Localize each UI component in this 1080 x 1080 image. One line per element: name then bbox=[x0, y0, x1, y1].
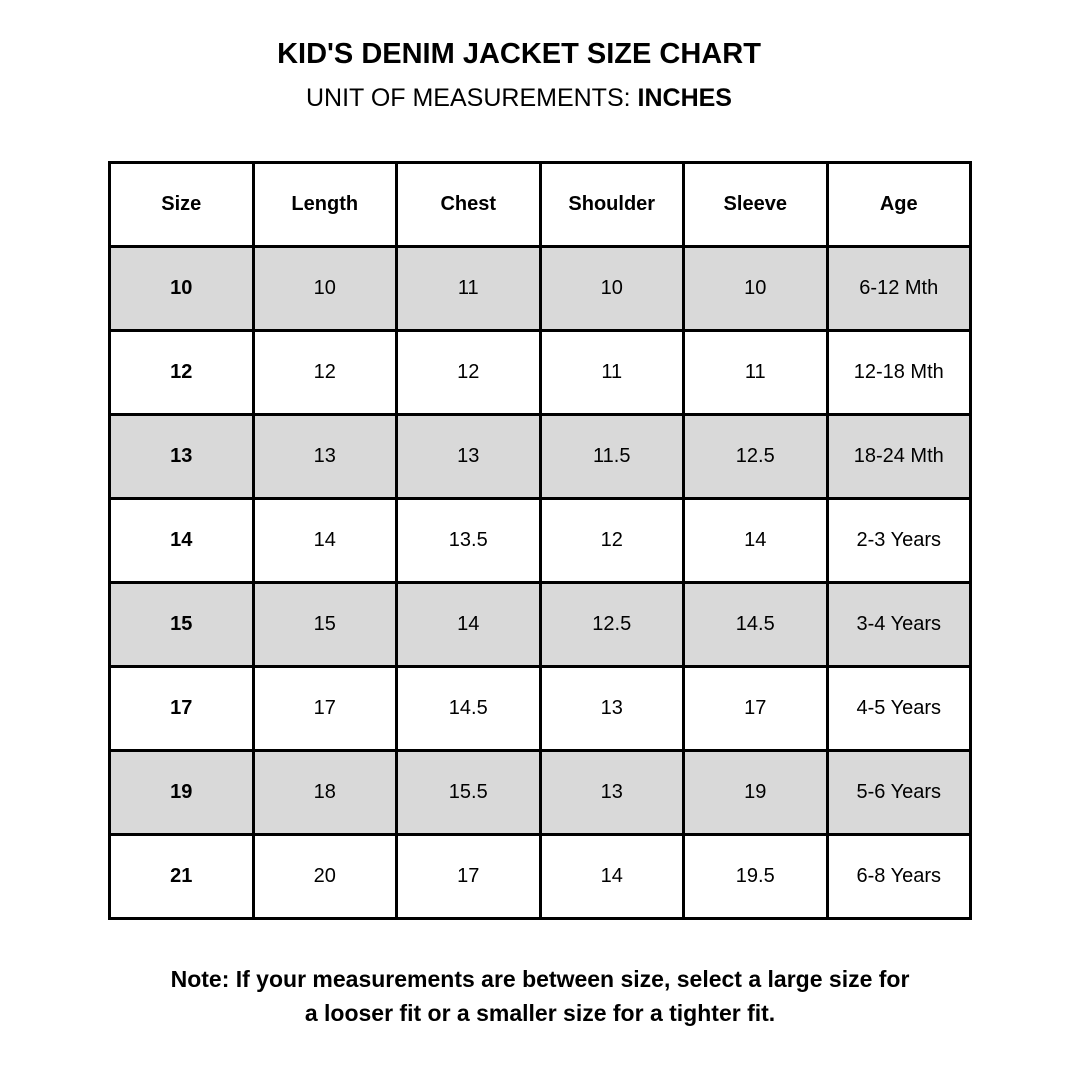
table-row bbox=[110, 415, 971, 499]
column-header-sleeve: Sleeve bbox=[684, 163, 828, 247]
chest-cell: 13 bbox=[397, 415, 541, 499]
unit-value: INCHES bbox=[637, 84, 732, 112]
table-row bbox=[110, 835, 971, 919]
age-cell: 5-6 Years bbox=[827, 751, 971, 835]
chest-cell: 11 bbox=[397, 247, 541, 331]
table-row bbox=[110, 667, 971, 751]
length-cell: 13 bbox=[253, 415, 397, 499]
sleeve-cell: 19 bbox=[684, 751, 828, 835]
sleeve-cell: 12.5 bbox=[684, 415, 828, 499]
unit-label: UNIT OF MEASUREMENTS: bbox=[306, 84, 638, 112]
chest-cell: 15.5 bbox=[397, 751, 541, 835]
size-cell: 12 bbox=[110, 331, 254, 415]
size-cell: 10 bbox=[110, 247, 254, 331]
header-row bbox=[110, 163, 971, 247]
age-cell: 18-24 Mth bbox=[827, 415, 971, 499]
table-row bbox=[110, 331, 971, 415]
column-header-shoulder: Shoulder bbox=[540, 163, 684, 247]
size-cell: 13 bbox=[110, 415, 254, 499]
shoulder-cell: 11.5 bbox=[540, 415, 684, 499]
chest-cell: 17 bbox=[397, 835, 541, 919]
column-header-size: Size bbox=[110, 163, 254, 247]
table-row bbox=[110, 499, 971, 583]
unit-subtitle bbox=[0, 84, 1038, 113]
table-row bbox=[110, 751, 971, 835]
column-header-length: Length bbox=[253, 163, 397, 247]
fit-note-line-2: a looser fit or a smaller size for a tighter fit. bbox=[304, 1000, 776, 1026]
size-table bbox=[108, 161, 972, 920]
fit-note-line-1: Note: If your measurements are between size, select a large size for bbox=[170, 966, 910, 992]
column-header-chest: Chest bbox=[397, 163, 541, 247]
size-cell: 19 bbox=[110, 751, 254, 835]
length-cell: 20 bbox=[253, 835, 397, 919]
size-cell: 15 bbox=[110, 583, 254, 667]
sleeve-cell: 11 bbox=[684, 331, 828, 415]
chest-cell: 14.5 bbox=[397, 667, 541, 751]
size-cell: 17 bbox=[110, 667, 254, 751]
age-cell: 6-12 Mth bbox=[827, 247, 971, 331]
age-cell: 3-4 Years bbox=[827, 583, 971, 667]
shoulder-cell: 12.5 bbox=[540, 583, 684, 667]
age-cell: 2-3 Years bbox=[827, 499, 971, 583]
table-row bbox=[110, 583, 971, 667]
sleeve-cell: 17 bbox=[684, 667, 828, 751]
age-cell: 4-5 Years bbox=[827, 667, 971, 751]
shoulder-cell: 13 bbox=[540, 751, 684, 835]
sleeve-cell: 14.5 bbox=[684, 583, 828, 667]
shoulder-cell: 10 bbox=[540, 247, 684, 331]
length-cell: 15 bbox=[253, 583, 397, 667]
shoulder-cell: 13 bbox=[540, 667, 684, 751]
age-cell: 12-18 Mth bbox=[827, 331, 971, 415]
shoulder-cell: 11 bbox=[540, 331, 684, 415]
fit-note bbox=[0, 962, 1080, 1030]
sleeve-cell: 19.5 bbox=[684, 835, 828, 919]
chest-cell: 13.5 bbox=[397, 499, 541, 583]
size-cell: 21 bbox=[110, 835, 254, 919]
chart-title: KID'S DENIM JACKET SIZE CHART bbox=[277, 38, 761, 70]
length-cell: 14 bbox=[253, 499, 397, 583]
age-cell: 6-8 Years bbox=[827, 835, 971, 919]
length-cell: 10 bbox=[253, 247, 397, 331]
sleeve-cell: 14 bbox=[684, 499, 828, 583]
shoulder-cell: 14 bbox=[540, 835, 684, 919]
chest-cell: 14 bbox=[397, 583, 541, 667]
size-cell: 14 bbox=[110, 499, 254, 583]
column-header-age: Age bbox=[827, 163, 971, 247]
length-cell: 18 bbox=[253, 751, 397, 835]
chest-cell: 12 bbox=[397, 331, 541, 415]
length-cell: 12 bbox=[253, 331, 397, 415]
length-cell: 17 bbox=[253, 667, 397, 751]
sleeve-cell: 10 bbox=[684, 247, 828, 331]
table-row bbox=[110, 247, 971, 331]
shoulder-cell: 12 bbox=[540, 499, 684, 583]
